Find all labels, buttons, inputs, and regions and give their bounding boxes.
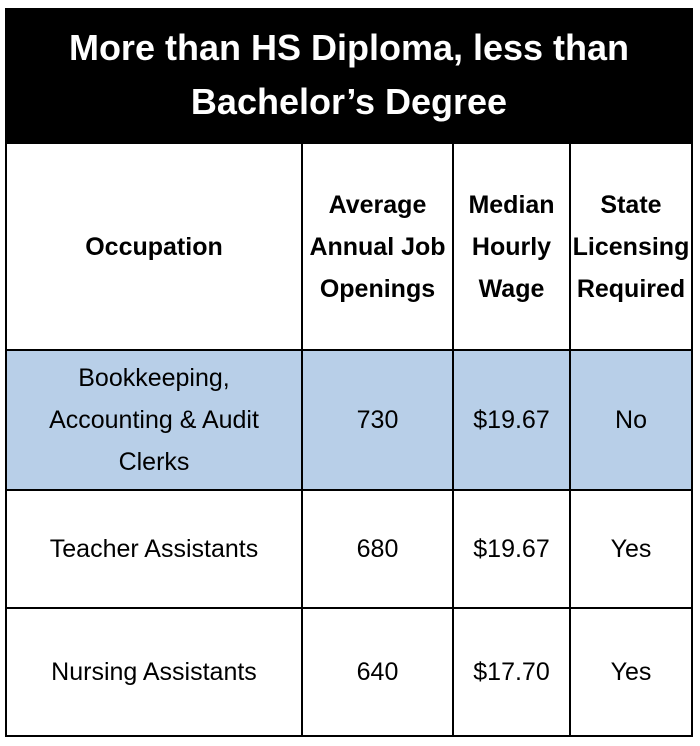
header-occupation: Occupation (7, 144, 301, 349)
row-2-licensing: Yes (571, 491, 691, 607)
header-openings-line-2: Annual Job (309, 232, 446, 261)
header-wage-line-3: Wage (478, 274, 545, 303)
header-licensing-line-3: Required (576, 274, 686, 303)
title-line-1: More than HS Diploma, less than (68, 27, 630, 68)
header-median-hourly-wage (454, 144, 569, 349)
row-2-wage: $19.67 (454, 491, 569, 607)
occupation-table (5, 8, 693, 737)
row-1-licensing: No (571, 351, 691, 489)
row-3-occupation: Nursing Assistants (7, 609, 301, 735)
header-wage-line-1: Median (468, 190, 555, 219)
header-openings-line-3: Openings (319, 274, 436, 303)
row-3-licensing: Yes (571, 609, 691, 735)
row-1-occupation (7, 351, 301, 489)
header-annual-job-openings (303, 144, 452, 349)
header-state-licensing-required (571, 144, 691, 349)
row-1-occupation-line-1: Bookkeeping, (78, 364, 230, 392)
table-title (5, 8, 693, 142)
header-openings-line-1: Average (328, 190, 427, 219)
row-1-openings: 730 (303, 351, 452, 489)
row-3-wage: $17.70 (454, 609, 569, 735)
row-1-wage: $19.67 (454, 351, 569, 489)
row-2-occupation: Teacher Assistants (7, 491, 301, 607)
header-licensing-line-2: Licensing (572, 232, 690, 261)
row-1-occupation-line-2: Accounting & Audit (49, 406, 259, 434)
title-line-2: Bachelor’s Degree (190, 81, 508, 122)
row-2-openings: 680 (303, 491, 452, 607)
row-3-openings: 640 (303, 609, 452, 735)
row-1-occupation-line-3: Clerks (118, 448, 190, 476)
header-licensing-line-1: State (600, 190, 662, 219)
header-wage-line-2: Hourly (471, 232, 552, 261)
